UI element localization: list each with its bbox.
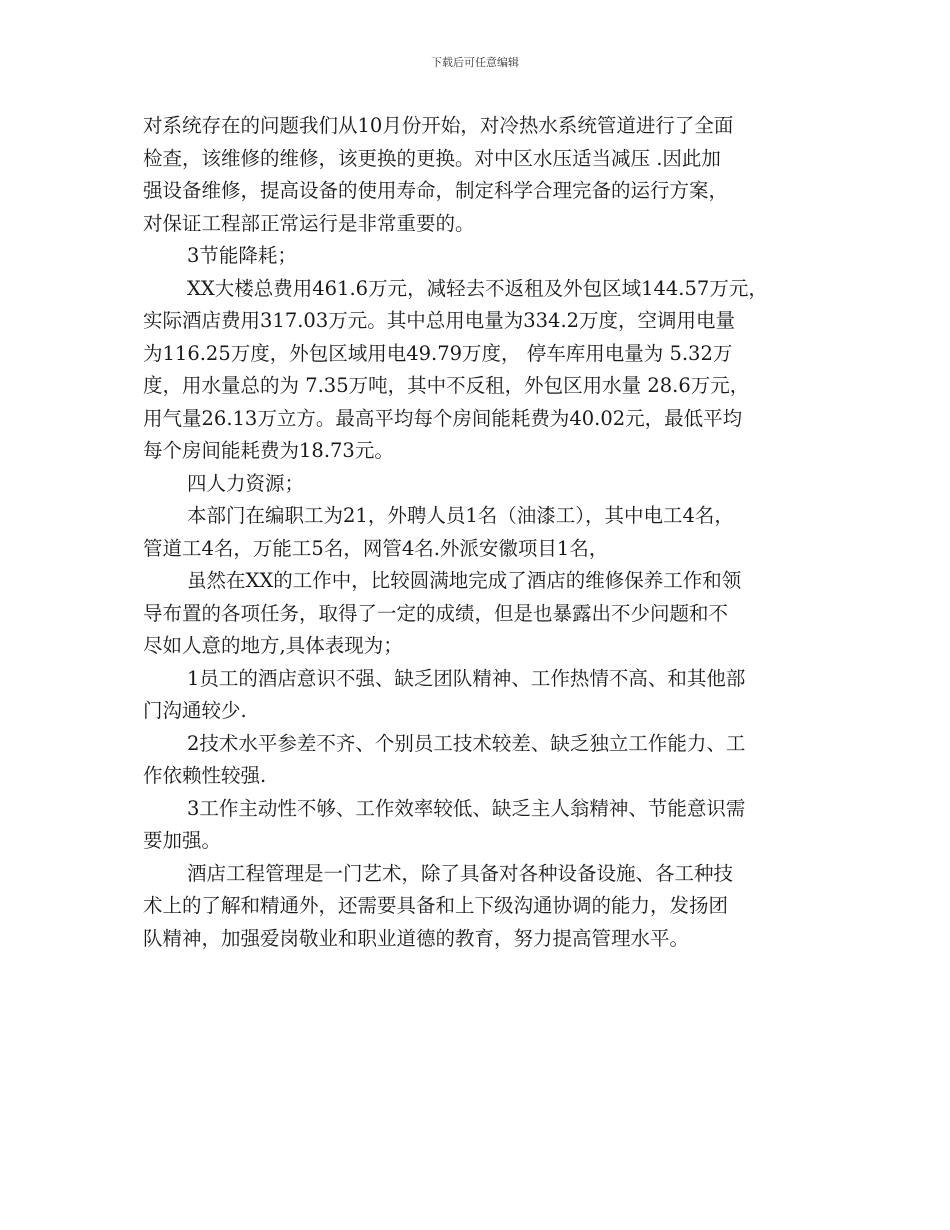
text-line: 每个房间能耗费为18.73元。 xyxy=(143,439,394,462)
document-body xyxy=(143,110,833,955)
text-line: 管道工4名，万能工5名，网管4名.外派安徽项目1名， xyxy=(143,536,609,560)
text-line: 强设备维修，提高设备的使用寿命，制定科学合理完备的运行方案， xyxy=(143,179,729,202)
page-header: 下载后可任意编辑 xyxy=(431,56,519,69)
text-line: 3工作主动性不够、工作效率较低、缺乏主人翁精神、节能意识需 xyxy=(187,796,746,820)
paragraph xyxy=(143,110,833,240)
paragraph xyxy=(143,793,833,858)
text-line: 术上的了解和精通外，还需要具备和上下级沟通协调的能力，发扬团 xyxy=(143,894,729,917)
text-line: 尽如人意的地方,具体表现为； xyxy=(143,634,403,657)
text-line: 门沟通较少. xyxy=(143,699,247,722)
paragraph xyxy=(143,468,833,501)
text-line: 作依赖性较强. xyxy=(143,764,267,787)
text-line: 队精神，加强爱岗敬业和职业道德的教育，努力提高管理水平。 xyxy=(143,926,690,950)
text-line: 导布置的各项任务，取得了一定的成绩，但是也暴露出不少问题和不 xyxy=(143,601,729,625)
text-line: 四人力资源； xyxy=(187,471,305,495)
paragraph xyxy=(143,273,833,468)
text-line: XX大楼总费用461.6万元，减轻去不返租及外包区域144.57万元， xyxy=(187,276,768,300)
paragraph xyxy=(143,565,833,663)
paragraph xyxy=(143,858,833,956)
text-line: 对系统存在的问题我们从10月份开始，对冷热水系统管道进行了全面 xyxy=(143,114,734,137)
text-line: 度，用水量总的为 7.35万吨，其中不反租，外包区用水量 28.6万元， xyxy=(143,374,750,397)
text-line: 1员工的酒店意识不强、缺乏团队精神、工作热情不高、和其他部 xyxy=(187,666,746,690)
text-line: 对保证工程部正常运行是非常重要的。 xyxy=(143,211,475,235)
text-line: 实际酒店费用317.03万元。其中总用电量为334.2万度，空调用电量 xyxy=(143,309,736,332)
text-line: 检查，该维修的维修，该更换的更换。对中区水压适当减压 .因此加 xyxy=(143,146,721,170)
paragraph xyxy=(143,240,833,273)
paragraph xyxy=(143,728,833,793)
text-line: 酒店工程管理是一门艺术，除了具备对各种设备设施、各工种技 xyxy=(187,861,734,885)
text-line: 2技术水平参差不齐、个别员工技术较差、缺乏独立工作能力、工 xyxy=(187,731,746,755)
text-line: 要加强。 xyxy=(143,829,222,852)
paragraph xyxy=(143,663,833,728)
text-line: 为116.25万度，外包区域用电49.79万度， 停车库用电量为 5.32万 xyxy=(143,341,733,365)
text-line: 虽然在XX的工作中，比较圆满地完成了酒店的维修保养工作和领 xyxy=(187,569,742,592)
text-line: 3节能降耗； xyxy=(187,244,297,267)
text-line: 本部门在编职工为21，外聘人员1名（油漆工），其中电工4名， xyxy=(187,504,734,527)
paragraph xyxy=(143,500,833,565)
text-line: 用气量26.13万立方。最高平均每个房间能耗费为40.02元，最低平均 xyxy=(143,406,743,430)
